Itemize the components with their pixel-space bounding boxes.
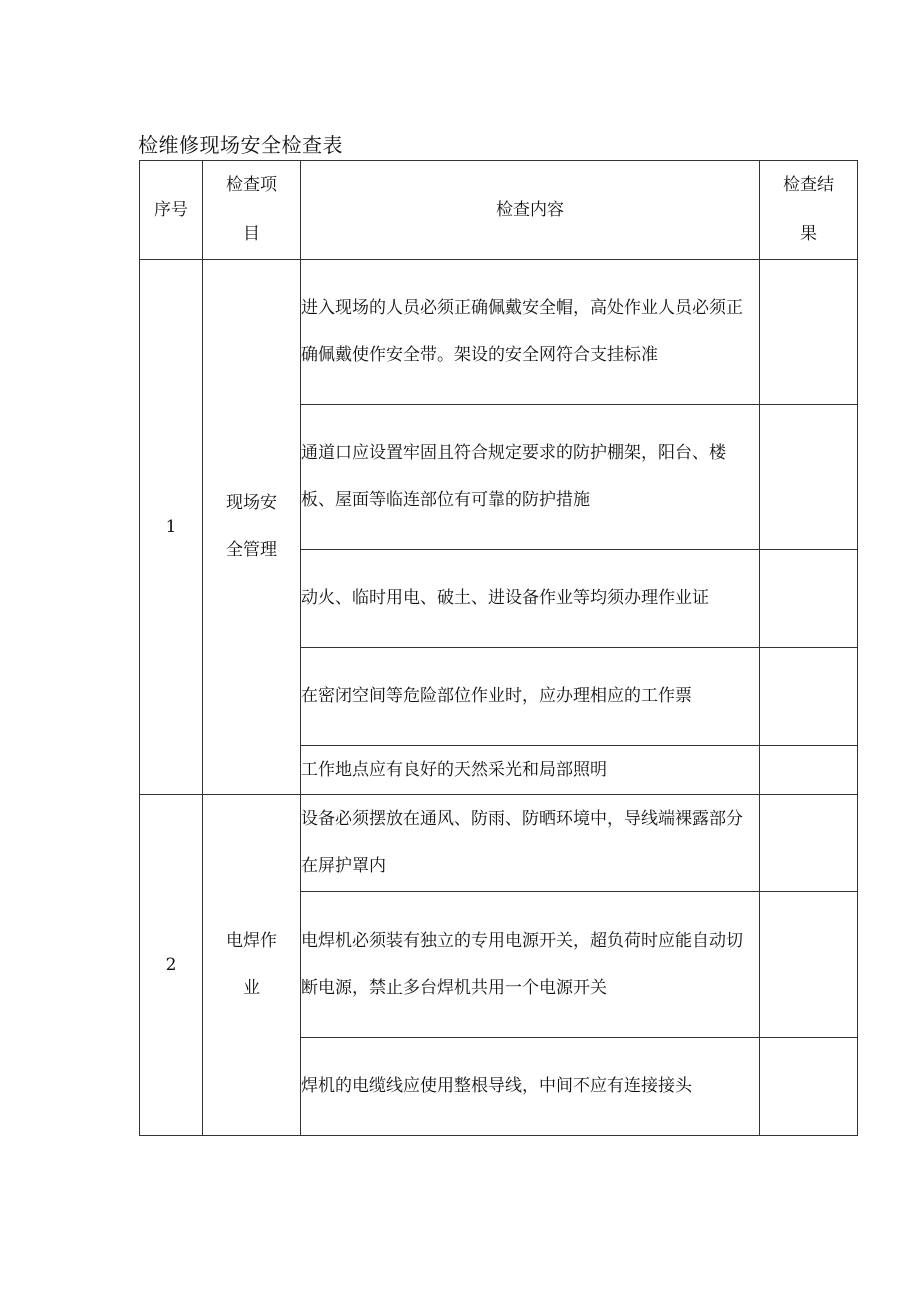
check-result-cell [760,405,858,550]
check-content: 在密闭空间等危险部位作业时，应办理相应的工作票 [301,648,760,746]
check-content: 动火、临时用电、破土、进设备作业等均须办理作业证 [301,550,760,648]
section-item: 现场安全管理 [203,260,301,795]
check-result-cell [760,648,858,746]
header-content: 检查内容 [301,161,760,260]
header-result: 检查结果 [760,161,858,260]
header-index: 序号 [140,161,203,260]
section-index: 2 [140,795,203,1136]
table-row [140,795,858,892]
inspection-table [139,160,858,1136]
document-title: 检维修现场安全检查表 [138,133,343,157]
check-content: 设备必须摆放在通风、防雨、防晒环境中，导线端裸露部分在屏护罩内 [301,795,760,892]
check-result-cell [760,892,858,1038]
check-content: 进入现场的人员必须正确佩戴安全帽，高处作业人员必须正确佩戴使作安全带。架设的安全网符合支挂标准 [301,260,760,405]
section-item: 电焊作业 [203,795,301,1136]
check-result-cell [760,550,858,648]
check-result-cell [760,795,858,892]
table-row [140,260,858,405]
section-index: 1 [140,260,203,795]
check-result-cell [760,746,858,795]
check-content: 工作地点应有良好的天然采光和局部照明 [301,746,760,795]
check-content: 通道口应设置牢固且符合规定要求的防护棚架，阳台、楼板、屋面等临连部位有可靠的防护措施 [301,405,760,550]
table-header-row [140,161,858,260]
check-content: 焊机的电缆线应使用整根导线，中间不应有连接接头 [301,1038,760,1136]
header-item: 检查项目 [203,161,301,260]
check-content: 电焊机必须装有独立的专用电源开关，超负荷时应能自动切断电源，禁止多台焊机共用一个电源开关 [301,892,760,1038]
check-result-cell [760,1038,858,1136]
check-result-cell [760,260,858,405]
